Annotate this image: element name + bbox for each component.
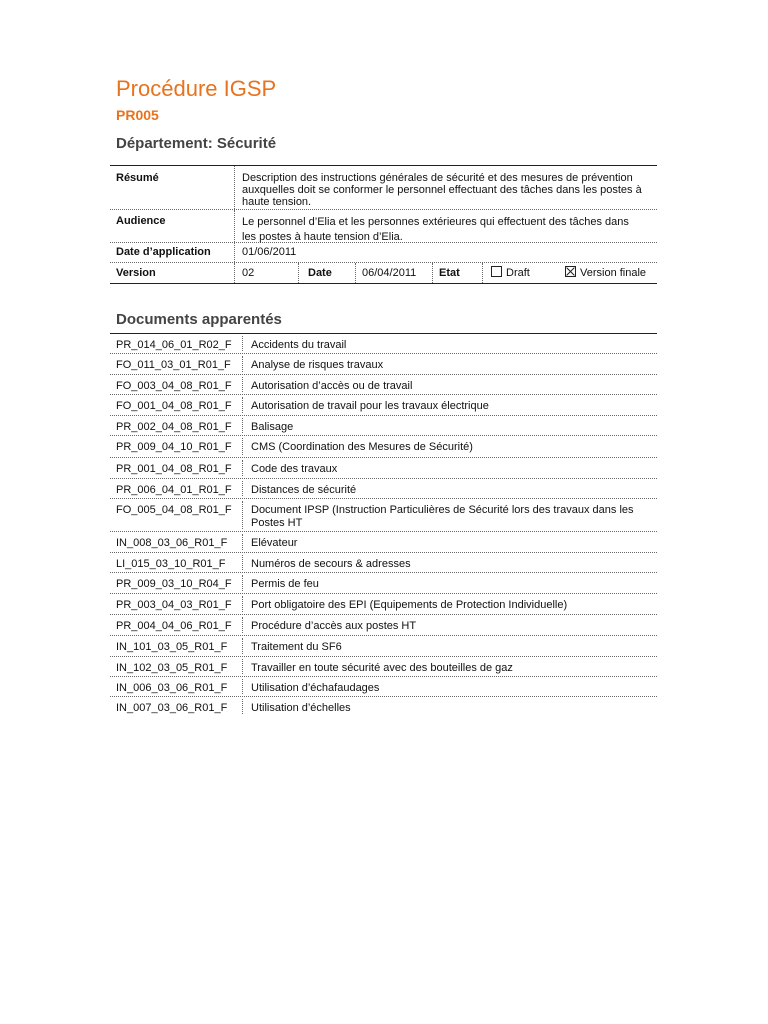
document-row — [110, 479, 657, 499]
document-title-cell: Permis de feu — [251, 578, 319, 590]
version-row — [110, 263, 657, 283]
date-value: 06/04/2011 — [362, 267, 417, 279]
document-title-cell: Numéros de secours & adresses — [251, 558, 411, 570]
document-code: IN_006_03_06_R01_F — [116, 682, 228, 694]
document-title-cell: Travailler en toute sécurité avec des bouteilles de gaz — [251, 662, 513, 674]
version-value: 02 — [242, 267, 255, 279]
department-heading: Département: Sécurité — [116, 135, 277, 152]
document-code: IN_102_03_05_R01_F — [116, 662, 228, 674]
document-code: PR_003_04_03_R01_F — [116, 599, 232, 611]
document-code: PR_014_06_01_R02_F — [116, 339, 232, 351]
document-row — [110, 375, 657, 395]
draft-checkbox-icon[interactable] — [491, 266, 502, 277]
document-code: IN_101_03_05_R01_F — [116, 641, 228, 653]
etat-label: Etat — [439, 267, 460, 279]
audience-label: Audience — [116, 215, 166, 227]
document-row — [110, 594, 657, 615]
document-row — [110, 458, 657, 479]
document-row — [110, 657, 657, 677]
resume-value: Description des instructions générales de sécurité et des mesures de prévention auxquelles doit se conformer le personnel effectuant des tâches dans les postes à haute tension. — [242, 172, 642, 208]
document-code: PR_009_03_10_R04_F — [116, 578, 232, 590]
document-code: IN_007_03_06_R01_F — [116, 702, 228, 714]
document-row — [110, 697, 657, 716]
document-title-cell: Accidents du travail — [251, 339, 347, 351]
document-row — [110, 334, 657, 354]
document-title-cell: Elévateur — [251, 537, 298, 549]
document-title-cell: Procédure d’accès aux postes HT — [251, 620, 417, 632]
draft-option[interactable] — [491, 266, 530, 279]
document-title-cell: Utilisation d’échelles — [251, 702, 351, 714]
document-title-cell: Document IPSP (Instruction Particulières de Sécurité lors des travaux dans les Postes HT — [251, 504, 634, 529]
related-documents-table — [110, 333, 657, 716]
document-code: IN_008_03_06_R01_F — [116, 537, 228, 549]
document-row — [110, 615, 657, 636]
final-label: Version finale — [580, 267, 647, 279]
document-code: FO_005_04_08_R01_F — [116, 504, 232, 516]
related-documents-heading: Documents apparentés — [116, 311, 282, 328]
document-code: PR_004_04_06_R01_F — [116, 620, 232, 632]
version-label: Version — [116, 267, 156, 279]
document-code: PR_009_04_10_R01_F — [116, 441, 232, 453]
document-code: PR_002_04_08_R01_F — [116, 421, 232, 433]
document-title-cell: Autorisation d’accès ou de travail — [251, 380, 413, 392]
document-title-cell: Port obligatoire des EPI (Equipements de Protection Individuelle) — [251, 599, 568, 611]
final-checkbox-checked-icon[interactable] — [565, 266, 576, 277]
document-title: Procédure IGSP — [116, 76, 277, 101]
document-title-cell: CMS (Coordination des Mesures de Sécurité) — [251, 441, 473, 453]
date-label: Date — [308, 267, 332, 279]
date-application-row — [110, 243, 657, 263]
document-title-cell: Distances de sécurité — [251, 484, 357, 496]
document-row — [110, 395, 657, 416]
document-row — [110, 499, 657, 532]
info-table — [110, 165, 657, 284]
resume-row — [110, 166, 657, 210]
document-row — [110, 677, 657, 697]
document-code: PR_006_04_01_R01_F — [116, 484, 232, 496]
date-application-value: 01/06/2011 — [242, 246, 297, 258]
document-row — [110, 553, 657, 573]
document-title-cell: Analyse de risques travaux — [251, 359, 384, 371]
document-row — [110, 636, 657, 657]
document-row — [110, 354, 657, 375]
document-title-cell: Code des travaux — [251, 463, 338, 475]
document-code: PR_001_04_08_R01_F — [116, 463, 232, 475]
date-application-label: Date d’application — [116, 246, 211, 258]
audience-value: Le personnel d’Elia et les personnes extérieures qui effectuent des tâches dans les postes à haute tension d’Elia. — [242, 216, 629, 243]
document-code: FO_001_04_08_R01_F — [116, 400, 232, 412]
document-code: LI_015_03_10_R01_F — [116, 558, 226, 570]
document-row — [110, 532, 657, 553]
document-code: FO_011_03_01_R01_F — [116, 359, 231, 371]
document-row — [110, 573, 657, 594]
document-title-cell: Balisage — [251, 421, 294, 433]
document-title-cell: Traitement du SF6 — [251, 641, 342, 653]
document-title-cell: Autorisation de travail pour les travaux électrique — [251, 400, 489, 412]
final-option[interactable] — [565, 266, 646, 279]
procedure-code: PR005 — [116, 107, 159, 123]
document-title-cell: Utilisation d’échafaudages — [251, 682, 380, 694]
document-code: FO_003_04_08_R01_F — [116, 380, 232, 392]
document-row — [110, 416, 657, 436]
audience-row — [110, 210, 657, 243]
draft-label: Draft — [506, 267, 530, 279]
resume-label: Résumé — [116, 172, 159, 184]
document-row — [110, 436, 657, 458]
